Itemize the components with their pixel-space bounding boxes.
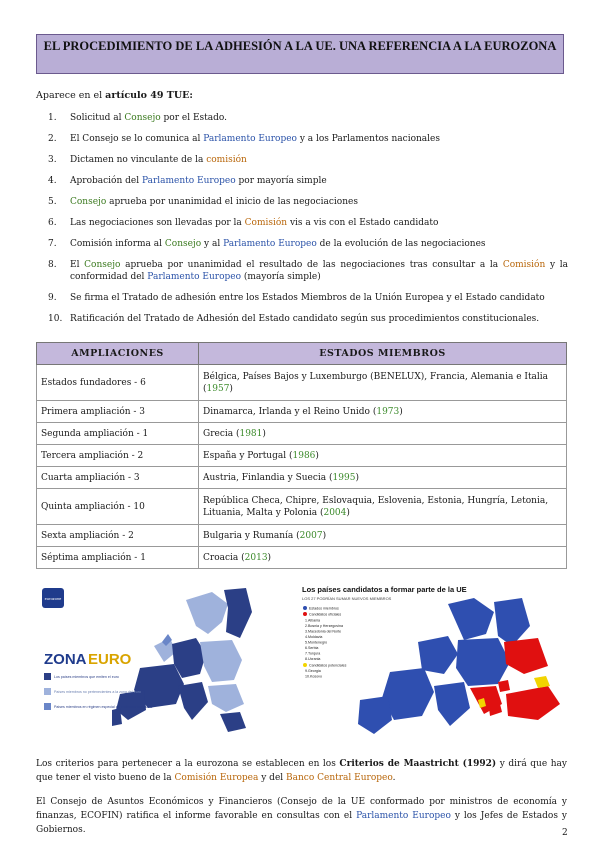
legend-swatch-non-euro (44, 688, 51, 695)
candidates-map-graphic (298, 582, 567, 740)
paren-open: ( (233, 428, 240, 439)
enlargement-label: Cuarta ampliación - 3 (37, 467, 199, 489)
footer1-text-c: y dirá que hay que tener el visto bueno de la (36, 759, 567, 783)
step-number: 8. (48, 260, 57, 270)
eurozone-map (36, 582, 266, 740)
legend-serbia: 6.Serbia (305, 646, 319, 650)
step-fragment: Ratificación del Tratado de Adhesión del Estado candidato según sus procedimientos constitucionales. (70, 314, 540, 324)
enlargement-year: 2013 (244, 552, 268, 563)
paren-open: ( (238, 552, 245, 563)
table-row (37, 423, 567, 445)
step-fragment: aprueba por unanimidad el inicio de las negociaciones (106, 197, 358, 207)
step-text (70, 175, 568, 187)
step-fragment: y a los Parlamentos nacionales (296, 134, 440, 144)
paren-open: ( (293, 530, 300, 541)
step-text (70, 259, 568, 283)
enlargement-label: Primera ampliación - 3 (37, 401, 199, 423)
legend-dot-potential (303, 663, 307, 667)
step-number: 9. (48, 293, 57, 303)
legend-swatch-optout (44, 703, 51, 710)
footer2-text-c: y los Jefes de Estados y Gobiernos. (36, 811, 567, 835)
legend-euro: Los países miembros que emiten el euro (54, 675, 119, 679)
ecofin-paragraph (36, 795, 567, 837)
procedure-step (48, 112, 568, 124)
paren-open: ( (326, 472, 333, 483)
enlargement-states (199, 401, 567, 423)
enlargement-states (199, 489, 567, 525)
enlargement-year: 1981 (239, 428, 263, 439)
enlargement-label: Sexta ampliación - 2 (37, 525, 199, 547)
header-ampliaciones: AMPLIACIONES (37, 343, 199, 365)
legend-bosnia: 2.Bosnia y Herzegovina (305, 624, 343, 628)
step-text (70, 154, 568, 166)
procedure-step (48, 313, 568, 325)
maps-row (36, 582, 567, 740)
paren-close: ) (322, 530, 327, 541)
enlargement-year: 2007 (299, 530, 323, 541)
step-text (70, 112, 568, 124)
table-row (37, 365, 567, 401)
paren-open: ( (286, 450, 293, 461)
paren-open: ( (203, 383, 207, 394)
footer1-text-e: y del (258, 773, 287, 783)
paren-open: ( (317, 507, 324, 518)
legend-macedonia: 3.Macedonia del Norte (305, 629, 342, 634)
enlargement-label: Tercera ampliación - 2 (37, 445, 199, 467)
enlargement-year: 1973 (376, 406, 400, 417)
procedure-step (48, 217, 568, 229)
paren-close: ) (346, 507, 350, 518)
step-text (70, 196, 568, 208)
states-text: Croacia (203, 552, 239, 563)
legend-montenegro: 5.Montenegro (305, 640, 328, 645)
enlargement-states (199, 547, 567, 569)
intro-prefix: Aparece en el (36, 90, 106, 101)
legend-non-euro: Países miembros no pertenecientes a la zona del euro (54, 690, 141, 694)
step-term-parl: Parlamento Europeo (223, 239, 317, 249)
enlargement-year: 2004 (323, 507, 347, 518)
step-fragment: El Consejo se lo comunica al (70, 134, 204, 144)
step-number: 5. (48, 197, 57, 207)
procedure-step (48, 196, 568, 208)
step-fragment: Se firma el Tratado de adhesión entre los Estados Miembros de la Unión Europea y el Estado candidato (70, 293, 545, 303)
candidates-map-title: Los países candidatos a formar parte de la UE (302, 585, 467, 594)
step-fragment: (mayoría simple) (241, 272, 321, 282)
enlargement-year: 1957 (206, 383, 230, 394)
states-text: Dinamarca, Irlanda y el Reino Unido (203, 406, 370, 417)
step-term-consejo: Consejo (84, 260, 121, 270)
paren-close: ) (229, 383, 233, 394)
legend-dot-member (303, 606, 307, 610)
step-text (70, 292, 568, 304)
step-number: 1. (48, 113, 57, 123)
enlargement-states (199, 445, 567, 467)
legend-georgia: 9.Georgia (305, 669, 321, 673)
table-header-row (37, 343, 567, 365)
step-text (70, 217, 568, 229)
states-text: Grecia (203, 428, 234, 439)
legend-kosovo: 10.Kosovo (305, 674, 322, 679)
legend-potential: Candidatos potenciales (309, 663, 347, 668)
step-fragment: por el Estado. (160, 113, 227, 123)
step-fragment: Las negociaciones son llevadas por la (70, 218, 245, 228)
step-number: 10. (48, 314, 63, 324)
step-term-parl: Parlamento Europeo (203, 134, 297, 144)
step-number: 6. (48, 218, 57, 228)
comision-europea-term: Comisión Europea (174, 773, 259, 783)
step-term-com: comisión (206, 155, 247, 165)
enlargement-states (199, 423, 567, 445)
paren-close: ) (262, 428, 266, 439)
procedure-steps (48, 112, 568, 334)
step-fragment: Solicitud al (70, 113, 125, 123)
states-text: Bulgaria y Rumanía (203, 530, 294, 541)
step-fragment: aprueba por unanimidad el resultado de las negociaciones tras consultar a la (120, 260, 503, 270)
table-row (37, 445, 567, 467)
eurozone-badge-text: eurozone (44, 596, 62, 601)
enlargements-table (36, 342, 567, 569)
legend-member: Estados miembros (309, 606, 339, 611)
states-text: España y Portugal (203, 450, 287, 461)
enlargement-label: Estados fundadores - 6 (37, 365, 199, 401)
eurozone-title-zona: ZONA (44, 651, 87, 668)
legend-dot-candidate (303, 612, 307, 616)
candidates-map (298, 582, 567, 740)
legend-candidate: Candidatos oficiales (309, 612, 342, 617)
paren-close: ) (315, 450, 319, 461)
enlargement-label: Segunda ampliación - 1 (37, 423, 199, 445)
step-text (70, 238, 568, 250)
step-fragment: El (70, 260, 85, 270)
states-text: Bélgica, Países Bajos y Luxemburgo (BENELUX), Francia, Alemania e Italia (203, 371, 549, 382)
step-fragment: por mayoría simple (235, 176, 327, 186)
footer1-text-a: Los criterios para pertenecer a la eurozona se establecen en los (36, 759, 340, 769)
step-term-com: Comisión (502, 260, 546, 270)
legend-swatch-euro (44, 673, 51, 680)
step-term-parl: Parlamento Europeo (141, 176, 236, 186)
paren-close: ) (355, 472, 359, 483)
procedure-step (48, 259, 568, 283)
paren-close: ) (267, 552, 272, 563)
step-term-consejo: Consejo (124, 113, 161, 123)
page-number: 2 (562, 828, 568, 838)
intro-suffix: : (189, 90, 193, 101)
step-fragment: vis a vis con el Estado candidato (287, 218, 439, 228)
candidates-map-subtitle: LOS 27 PODRÍAN SUMAR NUEVOS MIEMBROS (302, 596, 392, 601)
step-term-consejo: Consejo (70, 197, 107, 207)
procedure-step (48, 175, 568, 187)
eurozone-title-euro: EURO (88, 651, 132, 668)
paren-open: ( (369, 406, 377, 417)
legend-albania: 1.Albania (305, 618, 320, 623)
intro-line (36, 90, 193, 101)
parlamento-europeo-term: Parlamento Europeo (356, 811, 451, 821)
step-number: 4. (48, 176, 57, 186)
step-fragment: de la evolución de las negociaciones (316, 239, 486, 249)
eurozone-criteria-paragraph (36, 757, 567, 785)
procedure-step (48, 292, 568, 304)
table-row (37, 547, 567, 569)
enlargement-label: Quinta ampliación - 10 (37, 489, 199, 525)
procedure-step (48, 154, 568, 166)
enlargement-label: Séptima ampliación - 1 (37, 547, 199, 569)
legend-turquia: 7.Turquía (305, 651, 321, 656)
states-text: República Checa, Chipre, Eslovaquia, Eslovenia, Estonia, Hungría, Letonia, Lituania, Malta y Polonia (203, 495, 549, 518)
enlargement-states (199, 365, 567, 401)
step-term-parl: Parlamento Europeo (147, 272, 242, 282)
table-row (37, 525, 567, 547)
footer1-text-g: . (392, 773, 396, 783)
step-fragment: y la conformidad del (70, 260, 568, 282)
step-number: 3. (48, 155, 57, 165)
step-fragment: y al (201, 239, 224, 249)
step-fragment: Aprobación del (70, 176, 142, 186)
states-text: Austria, Finlandia y Suecia (203, 472, 327, 483)
enlargement-year: 1995 (332, 472, 356, 483)
maastricht-criteria: Criterios de Maastricht (1992) (339, 759, 497, 769)
enlargement-states (199, 467, 567, 489)
enlargement-year: 1986 (292, 450, 316, 461)
step-term-consejo: Consejo (164, 239, 202, 249)
procedure-step (48, 238, 568, 250)
footer2-text-a: El Consejo de Asuntos Económicos y Financieros (Consejo de la UE conformado por ministros de economía y finanzas, ECOFIN) ratifica el informe favorable en consultas con el (36, 797, 567, 821)
legend-ucrania: 8.Ucrania (305, 657, 321, 661)
legend-moldavia: 4.Moldavia (305, 635, 323, 639)
step-number: 7. (48, 239, 57, 249)
page-title: EL PROCEDIMIENTO DE LA ADHESIÓN A LA UE. UNA REFERENCIA A LA EUROZONA (36, 34, 564, 74)
step-term-com: Comisión (244, 218, 288, 228)
paren-close: ) (399, 406, 403, 417)
step-fragment: Comisión informa al (70, 239, 165, 249)
header-estados: ESTADOS MIEMBROS (199, 343, 567, 365)
eurozone-map-graphic (36, 582, 266, 740)
table-row (37, 467, 567, 489)
enlargement-states (199, 525, 567, 547)
table-row (37, 489, 567, 525)
table-row (37, 401, 567, 423)
step-number: 2. (48, 134, 57, 144)
bce-term: Banco Central Europeo (286, 773, 393, 783)
legend-optout: Paises miembros en régimen especial de exclusión voluntaria (54, 705, 153, 709)
procedure-step (48, 133, 568, 145)
step-fragment: Dictamen no vinculante de la (70, 155, 207, 165)
step-text (70, 133, 568, 145)
step-text (70, 313, 568, 325)
intro-article: artículo 49 TUE (105, 90, 190, 101)
